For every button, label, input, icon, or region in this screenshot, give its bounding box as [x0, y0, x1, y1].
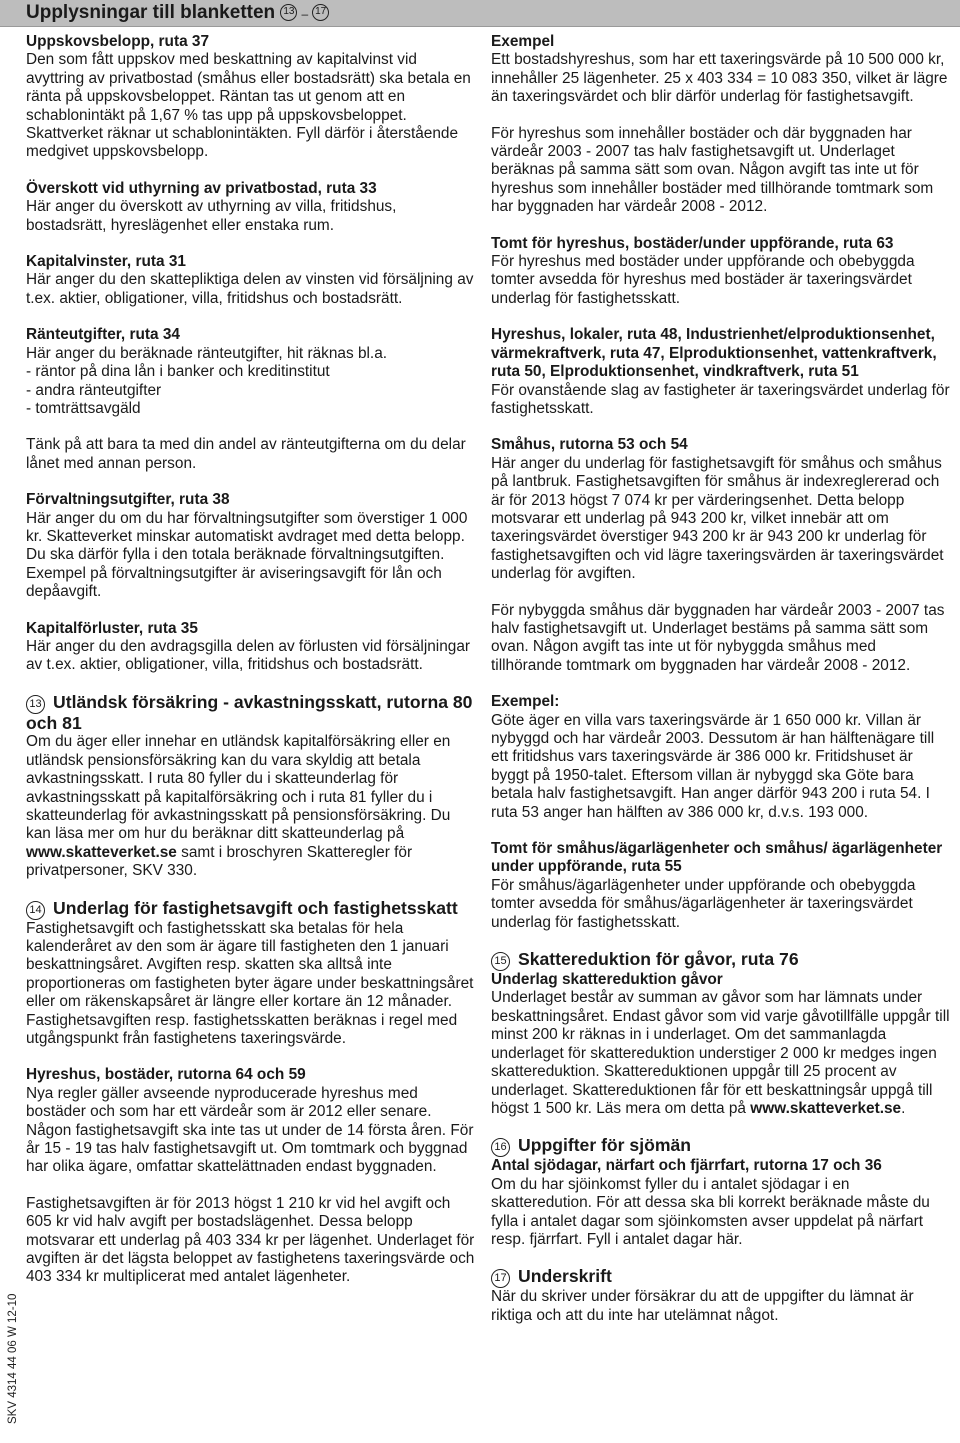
- section-heading: Överskott vid uthyrning av privatbostad, ruta 33: [26, 179, 377, 197]
- left-column: [26, 33, 476, 1305]
- section-kapitalforluster: [26, 620, 476, 675]
- section-heading: [26, 899, 476, 920]
- form-code: SKV 4314 44 06 W 12-10: [7, 1293, 19, 1424]
- section-number-badge: 13: [26, 695, 45, 714]
- section-15-skattereduktion-gavor: [491, 950, 951, 1118]
- section-text: Här anger du beräknade ränteutgifter, hit räknas bl.a.: [26, 344, 388, 362]
- section-heading: Småhus, rutorna 53 och 54: [491, 436, 688, 454]
- title-dash: –: [301, 7, 309, 21]
- page-title-text: Upplysningar till blanketten: [26, 2, 276, 23]
- section-text: Nya regler gäller avseende nyproducerade hyreshus med bostäder och som har ett värdeår som är 2012 eller senare. Någon fastighetsavgift ska inte tas ut under de 14 första åren. För år 15 - 19 tas halv fastighetsavgift ut. Om tomtmark och byggnad har olika ägare, omfattar skattelättnaden endast byggnaden.: [26, 1084, 474, 1176]
- section-text: Fastighetsavgift och fastighetsskatt ska betalas för hela kalenderåret av den som är ägare till fastigheten den 1 januari beskattningsåret. Avgiften resp. skatten ska alltså inte proportioneras om fastigheten byter ägare under beskattningsåret eller om räkenskapsåret är längre eller kortare än 12 månader. Fastighetsavgiften resp. fastighetsskatten beräknas i regel med utgångspunkt från fastighetens taxeringsvärde.: [26, 919, 474, 1047]
- section-heading: Tomt för småhus/ägarlägenheter och småhus/ ägarlägenheter under uppförande, ruta 55: [491, 840, 943, 876]
- section-heading: Ränteutgifter, ruta 34: [26, 326, 180, 344]
- page-header: [0, 0, 960, 27]
- section-ranteutgifter: [26, 326, 476, 473]
- section-heading: Uppskovsbelopp, ruta 37: [26, 33, 210, 50]
- section-overskott-uthyrning: [26, 180, 476, 235]
- section-heading-text: Utländsk försäkring - avkastningsskatt, rutorna 80 och 81: [26, 691, 473, 733]
- section-number-badge: 16: [491, 1138, 510, 1157]
- section-number-badge: 17: [491, 1269, 510, 1288]
- section-number-badge: 17: [312, 4, 329, 21]
- section-tomt-smahus: [491, 840, 951, 932]
- section-subheading: Underlag skattereduktion gåvor: [491, 971, 723, 989]
- section-text: Den som fått uppskov med beskattning av kapitalvinst vid avyttring av privatbostad (småhus eller bostadsrätt) ska betala en ränta på uppskovsbeloppet. Räntan tas ut genom att en schablonintäkt på 1,67 % tas upp på uppskovsbeloppet. Skattverket räknar ut schablonintäkten. Fyll därför i återstående medgivet uppskovsbelopp.: [26, 51, 471, 161]
- page-title: [26, 1, 329, 26]
- section-number-badge: 15: [491, 952, 510, 971]
- section-heading: Hyreshus, bostäder, rutorna 64 och 59: [26, 1066, 306, 1084]
- section-14-fastighetsavgift: [26, 899, 476, 1049]
- section-text: Ett bostadshyreshus, som har ett taxeringsvärde på 10 500 000 kr, innehåller 25 lägenheter. 25 x 403 334 = 10 083 350, vilket är lägre än taxeringsvärdet och blir därför underlag för fastighetsavgift.: [491, 51, 948, 106]
- section-heading-text: Underskrift: [518, 1266, 612, 1287]
- section-text: Här anger du överskott av uthyrning av villa, fritidshus, bostadsrätt, hyreslägenhet eller enstaka rum.: [26, 198, 397, 234]
- section-heading: [491, 1267, 951, 1288]
- section-text: [491, 989, 951, 1118]
- section-text-tail: .: [901, 1099, 906, 1117]
- section-uppskovsbelopp: [26, 33, 476, 162]
- skatteverket-link[interactable]: www.skatteverket.se: [750, 1099, 902, 1117]
- section-text: Fastighetsavgiften är för 2013 högst 1 210 kr vid hel avgift och 605 kr vid halv avgift per bostadslägenhet. Dessa belopp motsvarar ett underlag på 403 334 kr per lägenhet. Underlaget för avgiften är det lägsta beloppet av fastighetens taxeringsvärde och 403 334 kr multiplicerat med antalet lägenheter.: [26, 1194, 475, 1286]
- section-heading: Kapitalförluster, ruta 35: [26, 619, 198, 637]
- section-text-tail: samt i broschyren Skatteregler för privatpersoner, SKV 330.: [26, 843, 413, 880]
- section-text: Göte äger en villa vars taxeringsvärde är 1 650 000 kr. Villan är nybyggd och har värdeår 2003. Dessutom är han hälftenägare till ett fritidshus vars taxeringsvärde är 386 000 kr. Fritidshuset är byggt på 1950-talet. Eftersom villan är nybyggd ska Göte bara betala halv fastighetsavgift. Han anger därför 943 200 i ruta 54. I ruta 53 anger han hälften av 386 000 kr, d.v.s. 193 000.: [491, 711, 935, 821]
- section-heading: Förvaltningsutgifter, ruta 38: [26, 491, 230, 509]
- section-text: Om du har sjöinkomst fyller du i antalet sjödagar i en skatteredution. För att dessa ska bli korrekt beräknade måste du fylla i antalet dagar som sjöinkomsten avser uppdelat på närfart resp. fjärrfart. Fyll i antalet dagar här.: [491, 1175, 930, 1248]
- list-item: - räntor på dina lån i banker och kreditinstitut: [26, 363, 330, 381]
- section-heading-text: Uppgifter för sjömän: [518, 1135, 692, 1156]
- section-tomt-hyreshus: [491, 235, 951, 309]
- section-hyreshus-bostader: [26, 1066, 476, 1286]
- section-heading: Exempel:: [491, 693, 560, 711]
- section-number-badge: 13: [280, 4, 297, 21]
- section-kapitalvinster: [26, 253, 476, 308]
- section-text: Här anger du den avdragsgilla delen av förlusten vid försäljningar av t.ex. aktier, obligationer, villa, fritidshus och bostadsrätt.: [26, 637, 471, 674]
- section-heading: Tomt för hyreshus, bostäder/under uppförande, ruta 63: [491, 234, 894, 252]
- section-heading-text: Underlag för fastighetsavgift och fastighetsskatt: [53, 897, 458, 918]
- section-heading: Exempel: [491, 33, 555, 50]
- section-forvaltningsutgifter: [26, 491, 476, 601]
- list-item: - andra ränteutgifter: [26, 381, 162, 399]
- section-16-sjoman: [491, 1136, 951, 1249]
- section-exempel-hyreshus: [491, 33, 951, 217]
- section-exempel-gote: [491, 693, 951, 822]
- section-text-body: Underlaget består av summan av gåvor som har lämnats under beskattningsåret. Endast gåvor som vid varje gåvotillfälle uppgår till minst 200 kr räknas in i underlaget. Om det sammanlagda underlaget för skattereduktion understiger 2 000 kr medges ingen skattereduktion. Skattereduktionen uppgår till 25 procent av underlaget. Skattereduktionen får för ett beskattningsår uppgå till högst 1 500 kr. Läs mera om detta på: [491, 989, 950, 1117]
- section-heading: Kapitalvinster, ruta 31: [26, 253, 186, 271]
- section-text: Tänk på att bara ta med din andel av ränteutgifterna om du delar lånet med annan person.: [26, 436, 466, 472]
- section-text: För hyreshus som innehåller bostäder och där byggnaden har värdeår 2003 - 2007 tas halv fastighetsavgift ut. Underlaget beräknas på samma sätt som ovan. Någon avgift tas inte ut för hyreshus som innehåller bostäder med tillhörande tomtmark som har byggnaden har värdeår 2008 - 2012.: [491, 124, 934, 216]
- section-heading: Hyreshus, lokaler, ruta 48, Industrienhet/elproduktionsenhet, värmekraftverk, ruta 47, Elproduktionsenhet, vattenkraftverk, ruta 50, Elproduktionsenhet, vindkraftverk, ruta 51: [491, 326, 937, 381]
- section-17-underskrift: [491, 1267, 951, 1325]
- section-text: För ovanstående slag av fastigheter är taxeringsvärdet underlag för fastighetsskatt.: [491, 381, 950, 417]
- section-text: För hyreshus med bostäder under uppförande och obebyggda tomter avsedda för hyreshus med bostäder är taxeringsvärdet underlag för fastighetsskatt.: [491, 253, 915, 307]
- section-text: För småhus/ägarlägenheter under uppförande och obebyggda tomter avsedda för småhus/ägarlägenheter är taxeringsvärdet underlag för fastighetsskatt.: [491, 876, 916, 931]
- section-number-badge: 14: [26, 901, 45, 920]
- section-hyreshus-lokaler: [491, 326, 951, 418]
- section-subheading: Antal sjödagar, närfart och fjärrfart, rutorna 17 och 36: [491, 1157, 882, 1175]
- section-text: När du skriver under försäkrar du att de uppgifter du lämnat är riktiga och att du inte har utelämnat något.: [491, 1288, 914, 1324]
- section-heading: [491, 1136, 951, 1157]
- section-text: Här anger du om du har förvaltningsutgifter som överstiger 1 000 kr. Skatteverket minskar automatiskt avdraget med detta belopp. Du ska därför fylla i den totala beräknade förvaltningsutgiften. Exempel på förvaltningsutgifter är aviseringsavgift för lån och depåavgift.: [26, 509, 468, 601]
- section-text: För nybyggda småhus där byggnaden har värdeår 2003 - 2007 tas halv fastighetsavgift ut. Underlaget bestäms på samma sätt som ovan. Någon avgift tas inte ut för nybyggda småhus med tillhörande tomtmark om byggnaden har värdeår 2008 - 2012.: [491, 601, 945, 674]
- section-smahus: [491, 436, 951, 675]
- section-text: Här anger du den skattepliktiga delen av vinsten vid försäljning av t.ex. aktier, obligationer, villa, fritidshus och bostadsrätt.: [26, 271, 474, 307]
- section-heading: [491, 950, 951, 971]
- section-heading: [26, 693, 476, 734]
- section-13-utlandsk-forsakring: [26, 693, 476, 881]
- skatteverket-link[interactable]: www.skatteverket.se: [26, 843, 177, 861]
- right-column: [491, 33, 951, 1343]
- section-text: Här anger du underlag för fastighetsavgift för småhus och småhus på lantbruk. Fastighetsavgiften för småhus är indexreglererad och är för 2013 högst 7 074 kr per värderingsenhet. Detta belopp motsvarar ett underlag på 943 200 kr, vilket innebär att om taxeringsvärdet överstiger 943 200 kr är 943 200 kr underlag för fastighetsavgiften och vid lägre taxeringsvärden är taxeringsvärdet underlag för avgiften.: [491, 454, 944, 583]
- section-text: [26, 733, 476, 880]
- section-heading-text: Skattereduktion för gåvor, ruta 76: [518, 949, 799, 970]
- list-item: - tomträttsavgäld: [26, 399, 141, 417]
- section-text-body: Om du äger eller innehar en utländsk kapitalförsäkring eller en utländsk pensionsförsäkring kan du vara skyldig att betala avkastningsskatt. I ruta 80 fyller du i skatteunderlag för avkastningsskatt på kapitalförsäkring och i ruta 81 fyller du i skatteunderlag för avkastningsskatt på pensionsförsäkring. Du kan läsa mer om hur du beräknar ditt skatteunderlag på: [26, 733, 451, 843]
